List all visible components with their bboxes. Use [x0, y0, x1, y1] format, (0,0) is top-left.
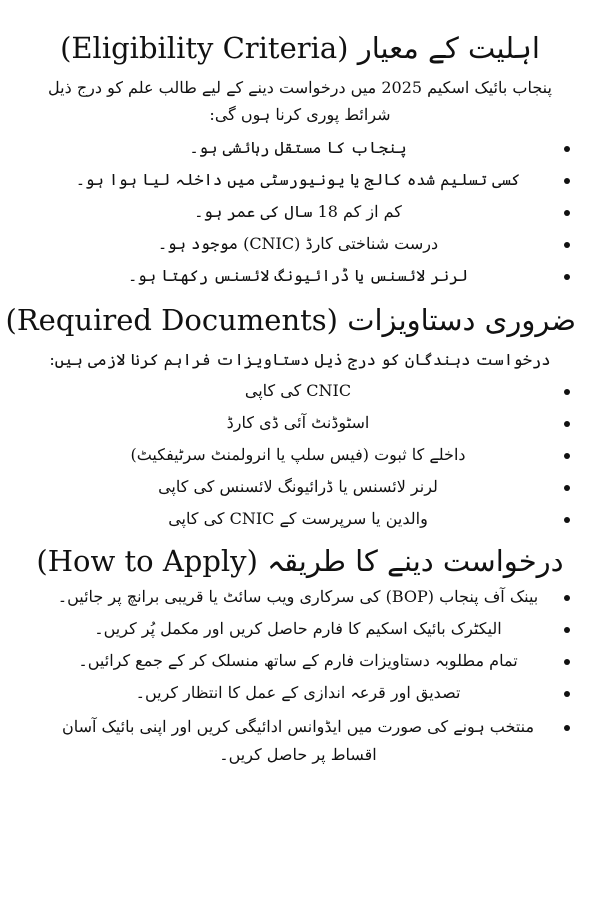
list-item: منتخب ہونے کی صورت میں ایڈوانس ادائیگی کریں اور اپنی بائیک آسان اقساط پر حاصل کریں۔: [24, 709, 576, 769]
eligibility-list: [24, 132, 576, 292]
eligibility-section: [24, 28, 576, 292]
apply-section: [24, 541, 576, 769]
list-item: کم از کم 18 سال کی عمر ہو۔: [24, 196, 576, 228]
documents-heading: ضروری دستاویزات (Required Documents): [5, 303, 576, 337]
list-item: CNIC کی کاپی: [24, 375, 576, 407]
list-item: تصدیق اور قرعہ اندازی کے عمل کا انتظار کریں۔: [24, 677, 576, 709]
documents-section: [5, 300, 576, 535]
list-item: تمام مطلوبہ دستاویزات فارم کے ساتھ منسلک کر کے جمع کرائیں۔: [24, 645, 576, 677]
apply-list: [24, 581, 576, 769]
list-item: بینک آف پنجاب (BOP) کی سرکاری ویب سائٹ یا قریبی برانچ پر جائیں۔: [24, 581, 576, 613]
list-item: لرنر لائسنس یا ڈرائیونگ لائسنس کی کاپی: [24, 471, 576, 503]
eligibility-heading: اہلیت کے معیار (Eligibility Criteria): [60, 31, 540, 65]
list-item: کسی تسلیم شدہ کالج یا یونیورسٹی میں داخلہ لیا ہوا ہو۔: [24, 164, 576, 196]
list-item: درست شناختی کارڈ (CNIC) موجود ہو۔: [24, 228, 576, 260]
documents-list: [24, 375, 576, 535]
list-item: اسٹوڈنٹ آئی ڈی کارڈ: [24, 407, 576, 439]
list-item: پنجاب کا مستقل رہائشی ہو۔: [24, 132, 576, 164]
apply-heading: درخواست دینے کا طریقہ (How to Apply): [36, 544, 564, 578]
eligibility-intro: پنجاب بائیک اسکیم 2025 میں درخواست دینے کے لیے طالب علم کو درج ذیل شرائط پوری کرنا ہوں گی:: [48, 78, 552, 124]
list-item: الیکٹرک بائیک اسکیم کا فارم حاصل کریں اور مکمل پُر کریں۔: [24, 613, 576, 645]
list-item: لرنر لائسنس یا ڈرائیونگ لائسنس رکھتا ہو۔: [24, 260, 576, 292]
list-item: داخلے کا ثبوت (فیس سلپ یا انرولمنٹ سرٹیفکیٹ): [24, 439, 576, 471]
list-item: والدین یا سرپرست کے CNIC کی کاپی: [24, 503, 576, 535]
documents-intro: درخواست دہندگان کو درج ذیل دستاویزات فراہم کرنا لازمی ہیں:: [49, 350, 551, 369]
